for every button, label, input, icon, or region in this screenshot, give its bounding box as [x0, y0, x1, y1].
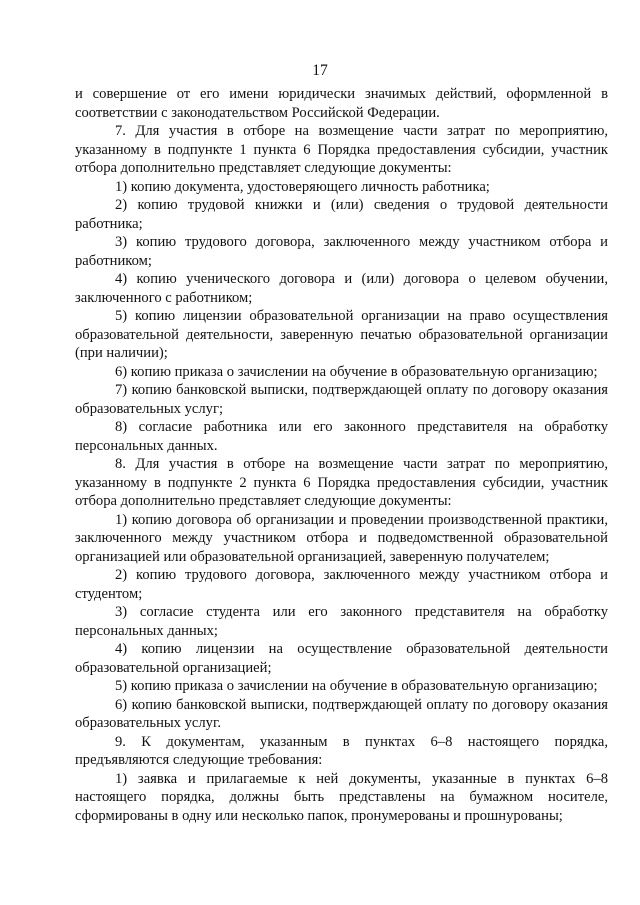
list-item-8-2: 2) копию трудового договора, заключенного между участником отбора и студентом;: [75, 567, 608, 602]
page-number: 17: [312, 62, 328, 79]
list-item-8-1: 1) копию договора об организации и проведении производственной практики, заключенного между участником отбора и подведомственной образовательной организацией или образовательной организацией, заверенную получателем;: [75, 511, 608, 565]
list-item-7-7: 7) копию банковской выписки, подтверждающей оплату по договору оказания образовательных услуг;: [75, 382, 608, 417]
list-item-7-4: 4) копию ученического договора и (или) договора о целевом обучении, заключенного с работником;: [75, 271, 608, 306]
list-item-9-1: 1) заявка и прилагаемые к ней документы, указанные в пунктах 6–8 настоящего порядка, должны быть представлены на бумажном носителе, сформированы в одну или несколько папок, пронумерованы и прошнурованы;: [75, 770, 608, 824]
paragraph-continuation: и совершение от его имени юридически значимых действий, оформленной в соответствии с законодательством Российской Федерации.: [75, 86, 608, 121]
paragraph-item-9: 9. К документам, указанным в пунктах 6–8 настоящего порядка, предъявляются следующие требования:: [75, 733, 608, 768]
list-item-8-5: 5) копию приказа о зачислении на обучение в образовательную организацию;: [115, 678, 598, 694]
list-item-7-6: 6) копию приказа о зачислении на обучение в образовательную организацию;: [115, 363, 598, 380]
list-item-8-4: 4) копию лицензии на осуществление образовательной деятельности образовательной организацией;: [75, 641, 608, 676]
list-item-7-8: 8) согласие работника или его законного представителя на обработку персональных данных.: [75, 419, 608, 454]
paragraph-item-7: 7. Для участия в отборе на возмещение части затрат по мероприятию, указанному в подпункте 1 пункта 6 Порядка предоставления субсидии, участник отбора дополнительно представляет следующие документы:: [75, 123, 608, 176]
list-item-7-1: 1) копию документа, удостоверяющего личность работника;: [115, 178, 490, 195]
list-item-8-6: 6) копию банковской выписки, подтверждающей оплату по договору оказания образовательных услуг.: [75, 696, 608, 731]
list-item-7-2: 2) копию трудовой книжки и (или) сведения о трудовой деятельности работника;: [75, 197, 608, 232]
document-body: [75, 85, 608, 825]
list-item-8-3: 3) согласие студента или его законного представителя на обработку персональных данных;: [75, 604, 608, 639]
paragraph-item-8: 8. Для участия в отборе на возмещение части затрат по мероприятию, указанному в подпункте 2 пункта 6 Порядка предоставления субсидии, участник отбора дополнительно представляет следующие документы:: [75, 456, 608, 509]
list-item-7-5: 5) копию лицензии образовательной организации на право осуществления образовательной деятельности, заверенную печатью образовательной организации (при наличии);: [75, 308, 608, 361]
list-item-7-3: 3) копию трудового договора, заключенного между участником отбора и работником;: [75, 234, 608, 269]
